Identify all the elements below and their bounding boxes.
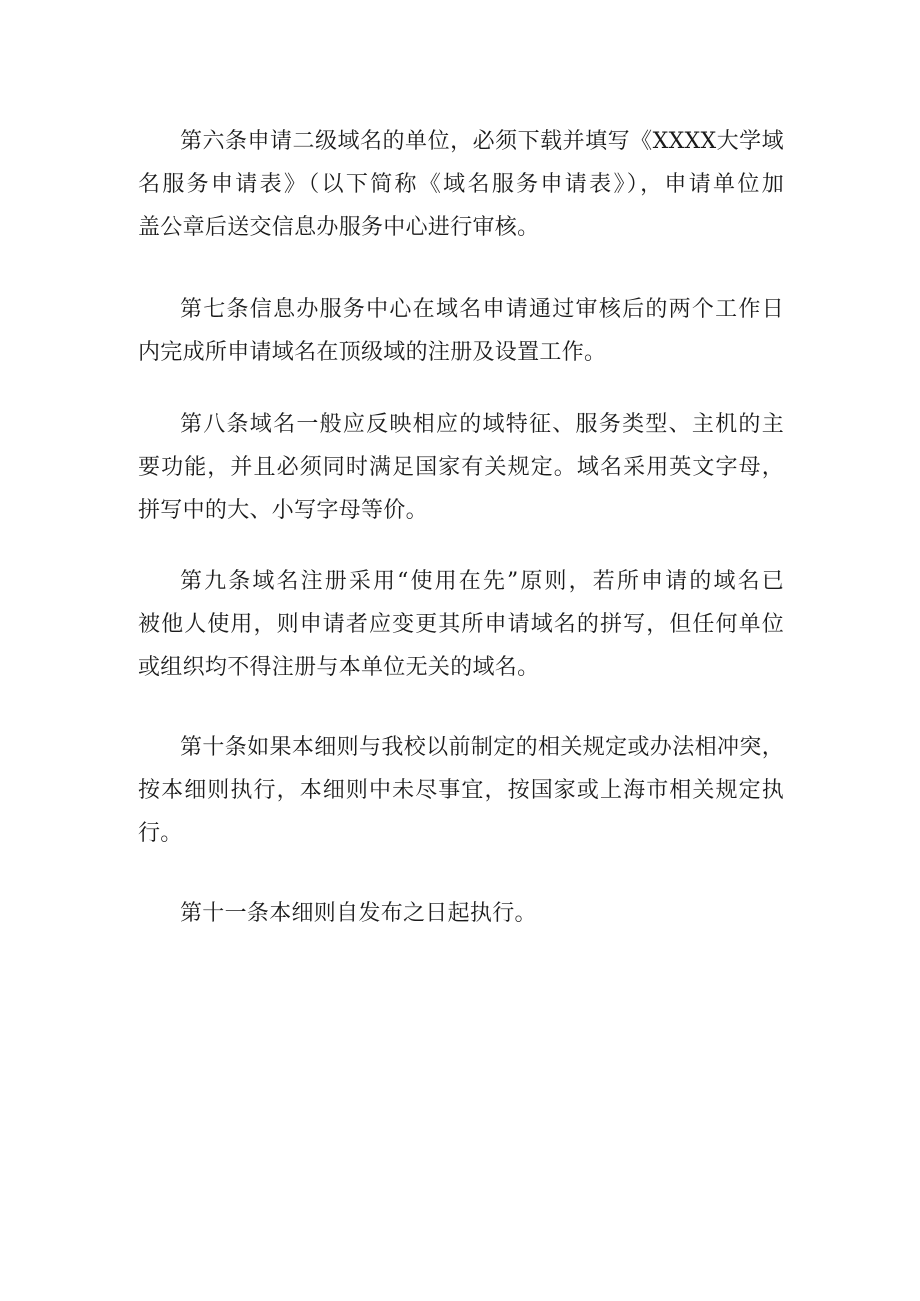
- article-8-paragraph: [138, 403, 784, 532]
- article-6-line-2: 名服务申请表》（以下简称《域名服务申请表》），申请单位加: [138, 172, 784, 197]
- article-8-line-2: 要功能，并且必须同时满足国家有关规定。域名采用英文字母，: [138, 455, 784, 480]
- article-7-line-1: 第七条信息办服务中心在域名申请通过审核后的两个工作日: [180, 297, 784, 322]
- article-7-line-2: 内完成所申请域名在顶级域的注册及设置工作。: [138, 340, 607, 365]
- article-9-line-2: 被他人使用，则申请者应变更其所申请域名的拼写，但任何单位: [138, 612, 784, 637]
- article-10-line-3: 行。: [138, 821, 183, 846]
- article-11-paragraph: [138, 892, 784, 935]
- article-10-line-1: 第十条如果本细则与我校以前制定的相关规定或办法相冲突，: [180, 735, 784, 760]
- article-9-line-1: 第九条域名注册采用“使用在先”原则，若所申请的域名已: [180, 569, 784, 594]
- article-8-line-1: 第八条域名一般应反映相应的域特征、服务类型、主机的主: [180, 412, 784, 437]
- article-8-line-3: 拼写中的大、小写字母等价。: [138, 498, 428, 523]
- article-6-line-3: 盖公章后送交信息办服务中心进行审核。: [138, 215, 540, 240]
- article-6-paragraph: [138, 120, 784, 249]
- article-9-paragraph: [138, 560, 784, 689]
- article-7-paragraph: [138, 288, 784, 374]
- article-10-line-2: 按本细则执行，本细则中未尽事宜，按国家或上海市相关规定执: [138, 778, 784, 803]
- article-10-paragraph: [138, 726, 784, 855]
- article-9-line-3: 或组织均不得注册与本单位无关的域名。: [138, 655, 540, 680]
- article-6-line-1: 第六条申请二级域名的单位，必须下载并填写《XXXX大学域: [180, 129, 784, 154]
- article-11-line-1: 第十一条本细则自发布之日起执行。: [180, 901, 537, 926]
